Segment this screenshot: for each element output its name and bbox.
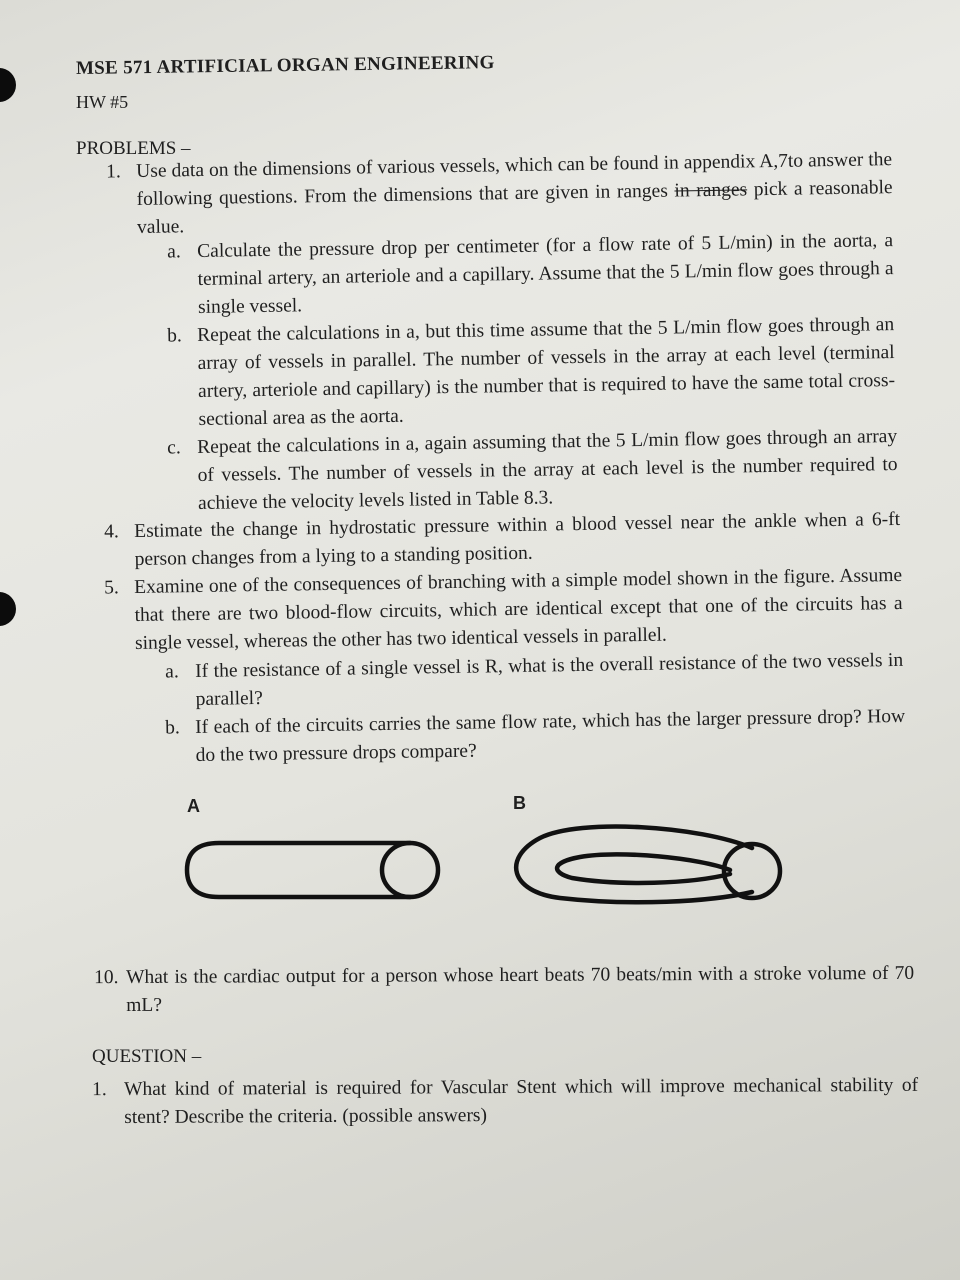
problem-10 [94, 960, 915, 1020]
struck-text: in ranges [674, 179, 748, 202]
course-title: MSE 571 ARTIFICIAL ORGAN ENGINEERING [75, 52, 495, 79]
problem-number: 10. [94, 967, 119, 989]
problem-number: 5. [104, 577, 120, 599]
problem-10-text: What is the cardiac output for a person whose heart beats 70 beats/min with a stroke volume of 70 mL? [126, 962, 915, 1016]
problem-1-text: Use data on the dimensions of various vessels, which can be found in appendix A,7to answer the following questions. From the dimensions that are given in ranges [136, 149, 893, 210]
question-1 [92, 1072, 919, 1132]
subpart-letter: c. [167, 437, 181, 459]
figure-label-a: A [187, 796, 200, 816]
circuit-a-single-vessel [187, 843, 438, 897]
problem-1b-text: Repeat the calculations in a, but this time assume that the 5 L/min flow goes through an array of vessels in parallel. The number of vessels in the array at each level (terminal artery, arteriole and capillary) is the number that is required to have the same total cross-sectional area as the aorta. [197, 314, 896, 430]
subpart-letter: b. [167, 325, 183, 347]
question-1-text: What kind of material is required for Vascular Stent which will improve mechanical stability of stent? Describe the criteria. (possible answers) [124, 1074, 919, 1128]
subpart-letter: a. [165, 661, 179, 683]
figure-label-b: B [513, 793, 526, 813]
question-number: 1. [92, 1079, 107, 1101]
problem-5-text: Examine one of the consequences of branching with a simple model shown in the figure. Assume that there are two blood-flow circuits, which are identical except that one of the circuits has a single vessel, whereas the other has two identical vessels in parallel. [134, 564, 903, 654]
problem-4-text: Estimate the change in hydrostatic pressure within a blood vessel near the ankle when a 6-ft person changes from a lying to a standing position. [134, 508, 901, 570]
question-heading: QUESTION – [92, 1046, 202, 1067]
circuit-b-parallel-vessels [516, 827, 780, 903]
problem-5a-text: If the resistance of a single vessel is R, what is the overall resistance of the two vessels in parallel? [195, 649, 904, 710]
homework-number: HW #5 [76, 92, 129, 112]
subpart-letter: a. [167, 241, 181, 263]
subpart-letter: b. [165, 717, 181, 739]
problem-1-text-end: pick a reasonable value. [136, 177, 893, 238]
problem-number: 1. [106, 161, 122, 183]
problem-1a-text: Calculate the pressure drop per centimeter (for a flow rate of 5 L/min) in the aorta, a terminal artery, an arteriole and a capillary. Assume that the 5 L/min flow goes through a single vessel. [197, 230, 894, 318]
problem-1c-text: Repeat the calculations in a, again assuming that the 5 L/min flow goes through an array of vessels. The number of vessels in the array at each level is the number required to achieve the velocity levels listed in Table 8.3. [197, 426, 898, 514]
problem-number: 4. [104, 521, 120, 543]
problem-5b-text: If each of the circuits carries the same flow rate, which has the larger pressure drop? How do the two pressure drops compare? [195, 705, 906, 766]
problems-heading: PROBLEMS – [76, 138, 191, 159]
